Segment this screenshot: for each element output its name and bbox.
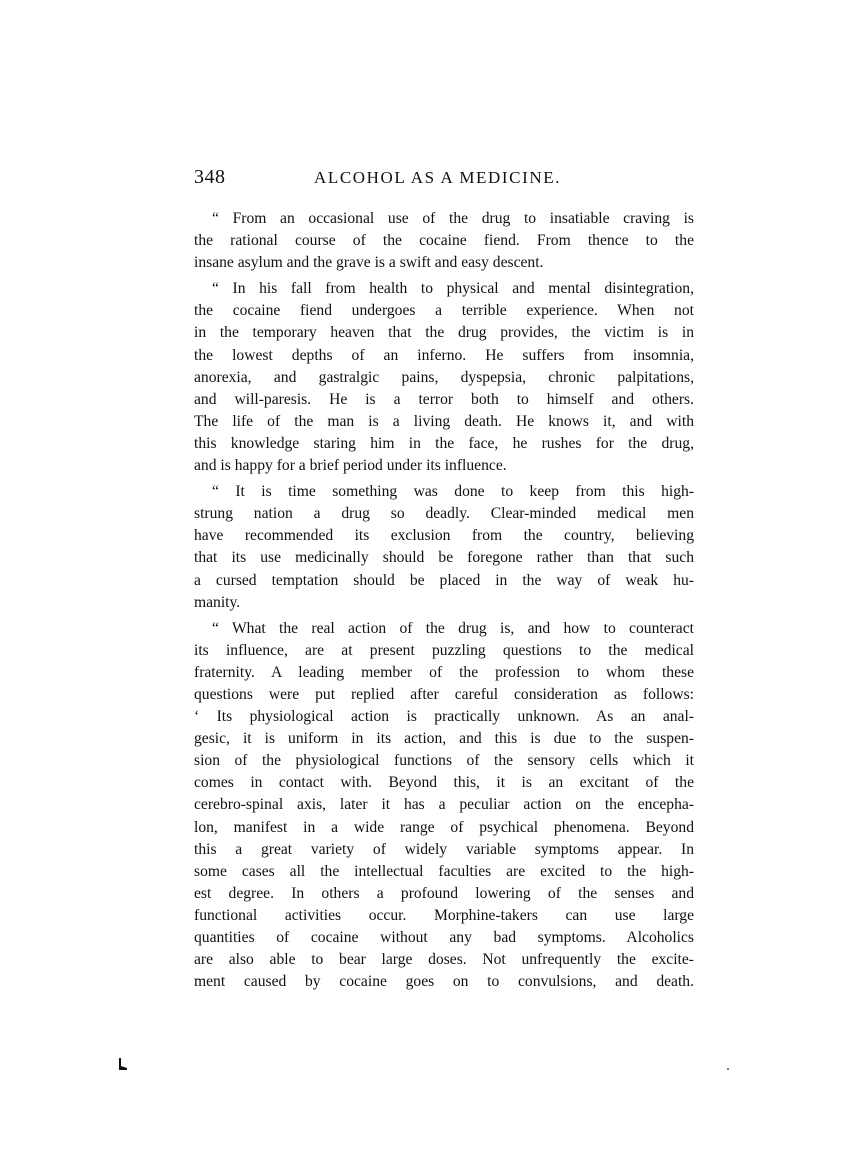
text-line: the lowest depths of an inferno. He suffers from insomnia, — [194, 346, 694, 364]
text-line: ‘ Its physiological action is practically unknown. As an anal- — [194, 708, 694, 726]
text-line: fraternity. A leading member of the profession to whom these — [194, 663, 694, 681]
paragraph-3 — [194, 481, 694, 614]
text-line: this a great variety of widely variable symptoms appear. In — [194, 840, 694, 858]
text-line: that its use medicinally should be foregone rather than that such — [194, 549, 694, 567]
text-line: a cursed temptation should be placed in the way of weak hu- — [194, 571, 694, 589]
text-line: ment caused by cocaine goes on to convulsions, and death. — [194, 973, 694, 991]
scan-corner-mark — [118, 1058, 128, 1070]
text-line: its influence, are at present puzzling questions to the medical — [194, 641, 694, 659]
text-line: are also able to bear large doses. Not unfrequently the excite- — [194, 951, 694, 969]
text-line: strung nation a drug so deadly. Clear-minded medical men — [194, 505, 694, 523]
text-line: have recommended its exclusion from the country, believing — [194, 527, 694, 545]
body-text — [194, 208, 694, 997]
page-number: 348 — [194, 166, 226, 188]
text-line: gesic, it is uniform in its action, and this is due to the suspen- — [194, 730, 694, 748]
text-line: some cases all the intellectual faculties are excited to the high- — [194, 862, 694, 880]
text-line: est degree. In others a profound lowering of the senses and — [194, 884, 694, 902]
text-line: anorexia, and gastralgic pains, dyspepsia, chronic palpitations, — [194, 368, 694, 386]
text-line: The life of the man is a living death. He knows it, and with — [194, 412, 694, 430]
text-line: and will-paresis. He is a terror both to himself and others. — [194, 390, 694, 408]
scan-speck — [727, 1068, 729, 1070]
paragraph-2 — [194, 278, 694, 477]
running-title: ALCOHOL AS A MEDICINE. — [314, 168, 562, 187]
text-line: questions were put replied after careful consideration as follows: — [194, 685, 694, 703]
text-line: sion of the physiological functions of the sensory cells which it — [194, 752, 694, 770]
text-line: cerebro-spinal axis, later it has a peculiar action on the encepha- — [194, 796, 694, 814]
text-line: “ It is time something was done to keep from this high- — [212, 483, 694, 501]
text-line: lon, manifest in a wide range of psychical phenomena. Beyond — [194, 818, 694, 836]
text-line: “ What the real action of the drug is, and how to counteract — [212, 619, 694, 637]
text-line: this knowledge staring him in the face, he rushes for the drug, — [194, 434, 694, 452]
text-line: and is happy for a brief period under its influence. — [194, 457, 507, 475]
text-line: manity. — [194, 593, 241, 611]
text-line: the cocaine fiend undergoes a terrible experience. When not — [194, 302, 694, 320]
text-line: functional activities occur. Morphine-takers can use large — [194, 906, 694, 924]
text-line: “ From an occasional use of the drug to insatiable craving is — [212, 210, 694, 227]
paragraph-4 — [194, 618, 694, 994]
text-line: “ In his fall from health to physical and mental disintegration, — [212, 280, 694, 298]
paragraph-1 — [194, 208, 694, 274]
text-line: in the temporary heaven that the drug provides, the victim is in — [194, 324, 694, 342]
text-line: insane asylum and the grave is a swift and easy descent. — [194, 254, 544, 272]
text-line: the rational course of the cocaine fiend. From thence to the — [194, 232, 694, 250]
page-header — [194, 166, 694, 192]
text-line: quantities of cocaine without any bad symptoms. Alcoholics — [194, 929, 694, 946]
text-line: comes in contact with. Beyond this, it is an excitant of the — [194, 774, 694, 792]
